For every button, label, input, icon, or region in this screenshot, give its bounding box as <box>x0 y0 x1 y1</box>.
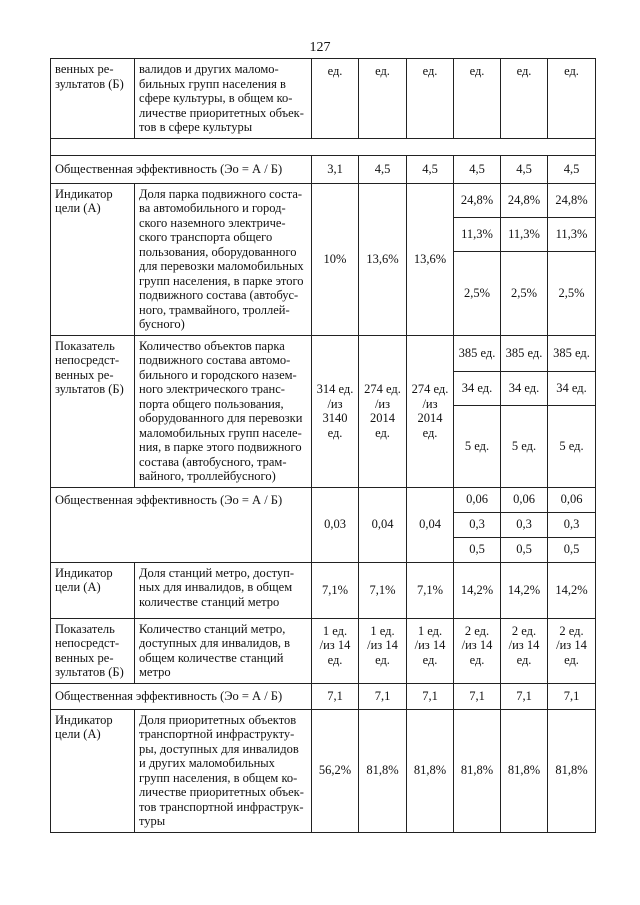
row-description: Доля парка подвижного соста- ва автомобильного и город- ского наземного электриче- ского транспорта общего пользования, оборудованного для перевозки маломобильных групп населения, в парке этого подвижного состава (автобус- ного, трамвайного, троллей- бусного) <box>135 183 312 335</box>
value-cell: 2 ед. /из 14 ед. <box>454 618 501 683</box>
value-cell: ед. <box>501 59 548 139</box>
value-cell: 14,2% <box>501 562 548 618</box>
value-cell: 7,1% <box>407 562 454 618</box>
row-description: Количество станций метро, доступных для инвалидов, в общем количестве станций метро <box>135 618 312 683</box>
value-cell: 385 ед. <box>501 335 548 371</box>
value-cell: 385 ед. <box>454 335 501 371</box>
value-cell: ед. <box>548 59 596 139</box>
value-cell: 7,1% <box>312 562 359 618</box>
value-cell: 2,5% <box>548 252 596 335</box>
value-cell: 4,5 <box>359 155 407 183</box>
value-cell: 7,1% <box>359 562 407 618</box>
value-cell: 2 ед. /из 14 ед. <box>548 618 596 683</box>
value-cell: 11,3% <box>548 217 596 251</box>
value-cell: 4,5 <box>548 155 596 183</box>
value-cell: 2,5% <box>454 252 501 335</box>
value-cell: 0,03 <box>312 487 359 562</box>
table-row <box>51 709 596 832</box>
efficiency-label: Общественная эффективность (Эо = А / Б) <box>51 683 312 709</box>
value-cell: 4,5 <box>454 155 501 183</box>
value-cell: 11,3% <box>501 217 548 251</box>
table-row <box>51 335 596 371</box>
value-cell: 13,6% <box>407 183 454 335</box>
value-cell: ед. <box>359 59 407 139</box>
efficiency-label: Общественная эффективность (Эо = А / Б) <box>51 487 312 562</box>
table-row <box>51 562 596 618</box>
value-cell: 0,5 <box>454 537 501 562</box>
value-cell: 314 ед. /из 3140 ед. <box>312 335 359 487</box>
value-cell: 5 ед. <box>501 406 548 487</box>
value-cell: 34 ед. <box>454 371 501 405</box>
row-description: валидов и других маломо- бильных групп населения в сфере культуры, в общем ко- личестве приоритетных объек- тов в сфере культуры <box>135 59 312 139</box>
table-row <box>51 683 596 709</box>
indicators-table <box>50 58 596 833</box>
table-row <box>51 618 596 683</box>
value-cell: 24,8% <box>548 183 596 217</box>
row-description: Доля станций метро, доступ- ных для инвалидов, в общем количестве станций метро <box>135 562 312 618</box>
value-cell: 3,1 <box>312 155 359 183</box>
value-cell: 0,06 <box>454 487 501 512</box>
value-cell: 0,3 <box>454 512 501 537</box>
value-cell: 2,5% <box>501 252 548 335</box>
value-cell: 385 ед. <box>548 335 596 371</box>
value-cell: 24,8% <box>454 183 501 217</box>
value-cell: 81,8% <box>407 709 454 832</box>
row-label: Индикатор цели (А) <box>51 709 135 832</box>
row-label: Индикатор цели (А) <box>51 183 135 335</box>
value-cell: 274 ед. /из 2014 ед. <box>407 335 454 487</box>
value-cell: 1 ед. /из 14 ед. <box>359 618 407 683</box>
row-description: Количество объектов парка подвижного состава автомо- бильного и городского назем- ного электрического транс- порта общего пользования, оборудованного для перевозки маломобильных групп населе- ния, в парке этого подвижного состава (автобусного, трам- вайного, троллейбусного) <box>135 335 312 487</box>
value-cell: 0,3 <box>548 512 596 537</box>
value-cell: 4,5 <box>501 155 548 183</box>
value-cell: 2 ед. /из 14 ед. <box>501 618 548 683</box>
value-cell: 5 ед. <box>454 406 501 487</box>
value-cell: 0,06 <box>548 487 596 512</box>
table-row <box>51 155 596 183</box>
value-cell: 1 ед. /из 14 ед. <box>312 618 359 683</box>
value-cell: 14,2% <box>454 562 501 618</box>
value-cell: 0,5 <box>501 537 548 562</box>
value-cell: 7,1 <box>501 683 548 709</box>
value-cell: 81,8% <box>359 709 407 832</box>
value-cell: 56,2% <box>312 709 359 832</box>
value-cell: 10% <box>312 183 359 335</box>
value-cell: 4,5 <box>407 155 454 183</box>
row-label: Показатель непосредст- венных ре- зультатов (Б) <box>51 335 135 487</box>
table-row <box>51 487 596 512</box>
row-label: венных ре- зультатов (Б) <box>51 59 135 139</box>
value-cell: 81,8% <box>454 709 501 832</box>
value-cell: 7,1 <box>407 683 454 709</box>
value-cell: 14,2% <box>548 562 596 618</box>
value-cell: 13,6% <box>359 183 407 335</box>
value-cell: 7,1 <box>454 683 501 709</box>
row-description: Доля приоритетных объектов транспортной инфраструкту- ры, доступных для инвалидов и других маломобильных групп населения, в общем ко- личестве приоритетных объек- тов транспортной инфраструк- туры <box>135 709 312 832</box>
row-label: Индикатор цели (А) <box>51 562 135 618</box>
value-cell: ед. <box>454 59 501 139</box>
row-label: Показатель непосредст- венных ре- зультатов (Б) <box>51 618 135 683</box>
value-cell: 274 ед. /из 2014 ед. <box>359 335 407 487</box>
value-cell: 7,1 <box>312 683 359 709</box>
value-cell: 0,5 <box>548 537 596 562</box>
value-cell: 1 ед. /из 14 ед. <box>407 618 454 683</box>
page-number: 127 <box>309 40 331 55</box>
table-row <box>51 183 596 217</box>
value-cell: 81,8% <box>548 709 596 832</box>
value-cell: 0,04 <box>359 487 407 562</box>
value-cell: ед. <box>407 59 454 139</box>
value-cell: ед. <box>312 59 359 139</box>
value-cell: 24,8% <box>501 183 548 217</box>
value-cell: 81,8% <box>501 709 548 832</box>
value-cell: 7,1 <box>548 683 596 709</box>
value-cell: 11,3% <box>454 217 501 251</box>
value-cell: 0,3 <box>501 512 548 537</box>
value-cell: 0,06 <box>501 487 548 512</box>
value-cell: 0,04 <box>407 487 454 562</box>
table-row <box>51 59 596 139</box>
value-cell: 34 ед. <box>501 371 548 405</box>
value-cell: 5 ед. <box>548 406 596 487</box>
value-cell: 34 ед. <box>548 371 596 405</box>
value-cell: 7,1 <box>359 683 407 709</box>
efficiency-label: Общественная эффективность (Эо = А / Б) <box>51 155 312 183</box>
